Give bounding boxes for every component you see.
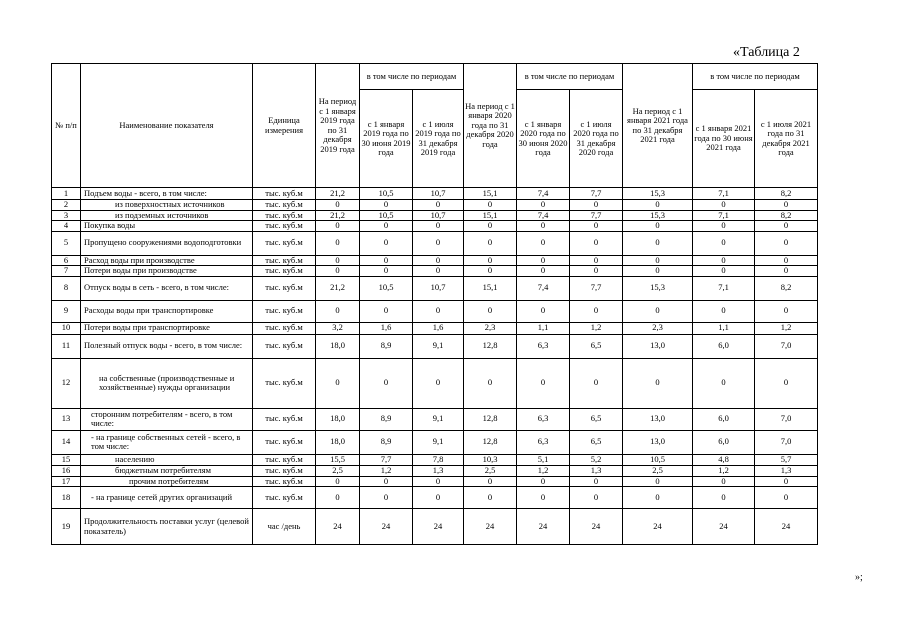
row-unit: тыс. куб.м	[253, 255, 316, 266]
header-incl-2019: в том числе по периодам	[360, 64, 464, 90]
row-unit: тыс. куб.м	[253, 188, 316, 200]
row-value: 0	[693, 358, 755, 408]
row-number: 14	[52, 430, 81, 454]
row-value: 15,3	[623, 276, 693, 300]
row-unit: тыс. куб.м	[253, 276, 316, 300]
row-value: 0	[517, 487, 570, 509]
row-value: 2,5	[316, 465, 360, 476]
row-value: 0	[517, 476, 570, 487]
row-value: 7,0	[755, 334, 818, 358]
row-value: 0	[755, 476, 818, 487]
row-number: 6	[52, 255, 81, 266]
table-row	[52, 300, 818, 322]
row-name: Подъем воды - всего, в том числе:	[81, 188, 253, 200]
row-value: 0	[755, 255, 818, 266]
row-value: 0	[623, 358, 693, 408]
row-value: 0	[570, 255, 623, 266]
row-unit: тыс. куб.м	[253, 465, 316, 476]
row-value: 15,3	[623, 210, 693, 221]
row-name: прочим потребителям	[81, 476, 253, 487]
data-table-wrapper	[51, 63, 818, 545]
row-value: 1,6	[413, 322, 464, 334]
row-value: 7,8	[413, 454, 464, 465]
row-value: 18,0	[316, 430, 360, 454]
row-value: 7,0	[755, 408, 818, 430]
row-value: 5,1	[517, 454, 570, 465]
table-row	[52, 476, 818, 487]
row-value: 0	[755, 231, 818, 255]
row-value: 7,0	[755, 430, 818, 454]
row-unit: тыс. куб.м	[253, 300, 316, 322]
row-value: 0	[360, 266, 413, 277]
header-unit: Единица измерения	[253, 64, 316, 188]
table-caption: «Таблица 2	[733, 45, 800, 60]
header-name: Наименование показателя	[81, 64, 253, 188]
row-value: 12,8	[464, 408, 517, 430]
row-value: 0	[360, 221, 413, 232]
row-name: сторонним потребителям - всего, в том числе:	[81, 408, 253, 430]
table-row	[52, 408, 818, 430]
row-value: 24	[693, 509, 755, 545]
row-value: 0	[517, 231, 570, 255]
row-value: 21,2	[316, 188, 360, 200]
row-value: 10,3	[464, 454, 517, 465]
row-value: 24	[517, 509, 570, 545]
row-value: 0	[360, 200, 413, 211]
row-value: 18,0	[316, 334, 360, 358]
header-2019-h1: с 1 января 2019 года по 30 июня 2019 года	[360, 90, 413, 188]
row-value: 0	[316, 358, 360, 408]
water-supply-table	[51, 63, 818, 545]
header-2021-h2: с 1 июля 2021 года по 31 декабря 2021 года	[755, 90, 818, 188]
row-value: 0	[755, 266, 818, 277]
row-value: 0	[623, 487, 693, 509]
row-value: 0	[413, 221, 464, 232]
row-value: 24	[464, 509, 517, 545]
row-value: 24	[316, 509, 360, 545]
table-row	[52, 221, 818, 232]
row-unit: тыс. куб.м	[253, 200, 316, 211]
row-name: Отпуск воды в сеть - всего, в том числе:	[81, 276, 253, 300]
row-name: Пропущено сооружениями водоподготовки	[81, 231, 253, 255]
row-value: 2,3	[623, 322, 693, 334]
row-unit: тыс. куб.м	[253, 210, 316, 221]
row-value: 4,8	[693, 454, 755, 465]
row-number: 12	[52, 358, 81, 408]
row-value: 6,5	[570, 430, 623, 454]
row-value: 0	[693, 487, 755, 509]
row-name: Потери воды при транспортировке	[81, 322, 253, 334]
row-value: 0	[360, 476, 413, 487]
row-value: 0	[316, 200, 360, 211]
row-value: 0	[755, 300, 818, 322]
row-name: Расход воды при производстве	[81, 255, 253, 266]
row-value: 0	[316, 266, 360, 277]
row-unit: тыс. куб.м	[253, 430, 316, 454]
row-value: 7,1	[693, 276, 755, 300]
row-name: Расходы воды при транспортировке	[81, 300, 253, 322]
row-value: 7,7	[570, 276, 623, 300]
row-value: 0	[517, 221, 570, 232]
row-value: 0	[464, 487, 517, 509]
row-value: 10,5	[360, 210, 413, 221]
row-value: 0	[464, 231, 517, 255]
row-value: 0	[413, 476, 464, 487]
row-value: 1,2	[517, 465, 570, 476]
row-value: 18,0	[316, 408, 360, 430]
row-value: 12,8	[464, 334, 517, 358]
row-value: 24	[623, 509, 693, 545]
row-value: 8,9	[360, 408, 413, 430]
row-value: 1,2	[693, 465, 755, 476]
row-value: 0	[570, 487, 623, 509]
row-value: 13,0	[623, 334, 693, 358]
header-2019-h2: с 1 июля 2019 года по 31 декабря 2019 года	[413, 90, 464, 188]
row-value: 0	[623, 231, 693, 255]
row-value: 0	[316, 231, 360, 255]
row-name: из подземных источников	[81, 210, 253, 221]
row-number: 5	[52, 231, 81, 255]
row-name: населению	[81, 454, 253, 465]
row-unit: тыс. куб.м	[253, 322, 316, 334]
row-value: 0	[693, 231, 755, 255]
table-row	[52, 231, 818, 255]
table-row	[52, 210, 818, 221]
row-value: 2,5	[623, 465, 693, 476]
table-row	[52, 509, 818, 545]
row-value: 0	[316, 221, 360, 232]
row-value: 0	[413, 255, 464, 266]
row-value: 7,4	[517, 188, 570, 200]
row-number: 4	[52, 221, 81, 232]
row-value: 10,7	[413, 210, 464, 221]
row-value: 1,1	[517, 322, 570, 334]
header-incl-2021: в том числе по периодам	[693, 64, 818, 90]
row-value: 0	[693, 476, 755, 487]
row-value: 21,2	[316, 276, 360, 300]
row-value: 9,1	[413, 334, 464, 358]
row-value: 5,2	[570, 454, 623, 465]
row-value: 15,5	[316, 454, 360, 465]
row-value: 8,2	[755, 210, 818, 221]
row-value: 8,2	[755, 276, 818, 300]
row-value: 13,0	[623, 408, 693, 430]
row-value: 10,5	[360, 188, 413, 200]
table-row	[52, 200, 818, 211]
row-value: 0	[413, 231, 464, 255]
row-value: 0	[360, 358, 413, 408]
row-value: 8,9	[360, 334, 413, 358]
row-value: 6,3	[517, 430, 570, 454]
row-value: 0	[360, 231, 413, 255]
row-name: из поверхностных источников	[81, 200, 253, 211]
row-value: 8,2	[755, 188, 818, 200]
row-unit: час /день	[253, 509, 316, 545]
row-value: 0	[623, 255, 693, 266]
table-row	[52, 454, 818, 465]
row-value: 6,3	[517, 408, 570, 430]
table-row	[52, 266, 818, 277]
row-name: - на границе собственных сетей - всего, в том числе:	[81, 430, 253, 454]
row-name: Покупка воды	[81, 221, 253, 232]
header-num: № п/п	[52, 64, 81, 188]
row-name: на собственные (производственные и хозяйственные) нужды организации	[81, 358, 253, 408]
row-value: 1,6	[360, 322, 413, 334]
row-number: 1	[52, 188, 81, 200]
closing-quote: »;	[855, 572, 863, 583]
row-value: 0	[413, 300, 464, 322]
row-number: 7	[52, 266, 81, 277]
row-value: 0	[517, 200, 570, 211]
row-number: 2	[52, 200, 81, 211]
table-row	[52, 255, 818, 266]
row-value: 0	[464, 266, 517, 277]
row-value: 5,7	[755, 454, 818, 465]
row-number: 13	[52, 408, 81, 430]
row-value: 0	[693, 266, 755, 277]
row-value: 9,1	[413, 408, 464, 430]
row-value: 0	[570, 476, 623, 487]
row-value: 7,1	[693, 188, 755, 200]
row-value: 0	[517, 266, 570, 277]
row-value: 0	[464, 300, 517, 322]
row-name: - на границе сетей других организаций	[81, 487, 253, 509]
row-value: 1,1	[693, 322, 755, 334]
table-row	[52, 276, 818, 300]
row-value: 0	[570, 200, 623, 211]
row-value: 1,2	[755, 322, 818, 334]
row-value: 0	[623, 300, 693, 322]
row-value: 1,3	[413, 465, 464, 476]
row-value: 0	[570, 358, 623, 408]
row-value: 0	[755, 200, 818, 211]
row-value: 6,0	[693, 408, 755, 430]
row-value: 0	[316, 300, 360, 322]
row-name: Продолжительность поставки услуг (целевой показатель)	[81, 509, 253, 545]
row-value: 0	[316, 487, 360, 509]
row-unit: тыс. куб.м	[253, 221, 316, 232]
row-value: 6,0	[693, 334, 755, 358]
table-row	[52, 358, 818, 408]
row-value: 0	[623, 221, 693, 232]
row-value: 0	[623, 200, 693, 211]
row-unit: тыс. куб.м	[253, 408, 316, 430]
row-value: 24	[755, 509, 818, 545]
row-value: 0	[316, 255, 360, 266]
table-row	[52, 487, 818, 509]
row-value: 1,3	[570, 465, 623, 476]
row-value: 7,4	[517, 210, 570, 221]
row-value: 6,5	[570, 408, 623, 430]
row-unit: тыс. куб.м	[253, 358, 316, 408]
row-number: 17	[52, 476, 81, 487]
table-row	[52, 322, 818, 334]
row-value: 0	[755, 358, 818, 408]
row-number: 16	[52, 465, 81, 476]
row-value: 0	[360, 300, 413, 322]
header-incl-2020: в том числе по периодам	[517, 64, 623, 90]
row-value: 12,8	[464, 430, 517, 454]
row-name: бюджетным потребителям	[81, 465, 253, 476]
row-value: 6,5	[570, 334, 623, 358]
row-value: 2,5	[464, 465, 517, 476]
row-value: 24	[360, 509, 413, 545]
row-number: 11	[52, 334, 81, 358]
header-period-2019: На период с 1 января 2019 года по 31 декабря 2019 года	[316, 64, 360, 188]
row-value: 0	[755, 221, 818, 232]
header-2020-h1: с 1 января 2020 года по 30 июня 2020 года	[517, 90, 570, 188]
row-value: 0	[413, 200, 464, 211]
row-value: 0	[413, 487, 464, 509]
row-value: 0	[693, 221, 755, 232]
row-number: 8	[52, 276, 81, 300]
row-value: 9,1	[413, 430, 464, 454]
row-value: 0	[570, 231, 623, 255]
row-value: 7,4	[517, 276, 570, 300]
table-row	[52, 188, 818, 200]
row-value: 7,1	[693, 210, 755, 221]
row-unit: тыс. куб.м	[253, 231, 316, 255]
row-unit: тыс. куб.м	[253, 334, 316, 358]
row-unit: тыс. куб.м	[253, 454, 316, 465]
row-number: 19	[52, 509, 81, 545]
row-value: 0	[755, 487, 818, 509]
row-number: 3	[52, 210, 81, 221]
row-value: 0	[517, 300, 570, 322]
table-row	[52, 465, 818, 476]
table-row	[52, 430, 818, 454]
row-value: 10,7	[413, 276, 464, 300]
row-value: 15,1	[464, 276, 517, 300]
row-value: 1,3	[755, 465, 818, 476]
row-value: 0	[517, 255, 570, 266]
row-value: 0	[413, 358, 464, 408]
row-value: 15,1	[464, 188, 517, 200]
row-value: 0	[316, 476, 360, 487]
row-unit: тыс. куб.м	[253, 487, 316, 509]
row-value: 8,9	[360, 430, 413, 454]
row-value: 7,7	[360, 454, 413, 465]
row-value: 0	[623, 476, 693, 487]
row-value: 7,7	[570, 210, 623, 221]
row-value: 0	[693, 300, 755, 322]
row-value: 1,2	[570, 322, 623, 334]
row-value: 0	[464, 200, 517, 211]
row-number: 9	[52, 300, 81, 322]
row-value: 0	[517, 358, 570, 408]
row-value: 6,3	[517, 334, 570, 358]
row-value: 0	[360, 487, 413, 509]
row-value: 6,0	[693, 430, 755, 454]
row-unit: тыс. куб.м	[253, 476, 316, 487]
row-value: 0	[570, 221, 623, 232]
row-value: 24	[413, 509, 464, 545]
row-unit: тыс. куб.м	[253, 266, 316, 277]
row-value: 0	[413, 266, 464, 277]
table-header	[52, 64, 818, 188]
row-value: 0	[570, 266, 623, 277]
row-value: 0	[570, 300, 623, 322]
row-value: 0	[693, 200, 755, 211]
table-body	[52, 188, 818, 545]
row-number: 10	[52, 322, 81, 334]
row-value: 0	[464, 476, 517, 487]
header-2021-h1: с 1 января 2021 года по 30 июня 2021 года	[693, 90, 755, 188]
row-name: Потери воды при производстве	[81, 266, 253, 277]
row-value: 24	[570, 509, 623, 545]
row-value: 0	[693, 255, 755, 266]
row-number: 18	[52, 487, 81, 509]
row-value: 1,2	[360, 465, 413, 476]
row-value: 0	[464, 358, 517, 408]
row-name: Полезный отпуск воды - всего, в том числе:	[81, 334, 253, 358]
header-2020-h2: с 1 июля 2020 года по 31 декабря 2020 года	[570, 90, 623, 188]
row-value: 15,3	[623, 188, 693, 200]
header-period-2020: На период с 1 января 2020 года по 31 декабря 2020 года	[464, 64, 517, 188]
table-row	[52, 334, 818, 358]
row-value: 10,5	[623, 454, 693, 465]
row-value: 0	[623, 266, 693, 277]
row-value: 10,5	[360, 276, 413, 300]
row-value: 2,3	[464, 322, 517, 334]
row-number: 15	[52, 454, 81, 465]
row-value: 13,0	[623, 430, 693, 454]
row-value: 10,7	[413, 188, 464, 200]
row-value: 3,2	[316, 322, 360, 334]
row-value: 0	[464, 221, 517, 232]
row-value: 0	[464, 255, 517, 266]
header-period-2021: На период с 1 января 2021 года по 31 декабря 2021 года	[623, 64, 693, 188]
row-value: 21,2	[316, 210, 360, 221]
row-value: 15,1	[464, 210, 517, 221]
row-value: 7,7	[570, 188, 623, 200]
row-value: 0	[360, 255, 413, 266]
